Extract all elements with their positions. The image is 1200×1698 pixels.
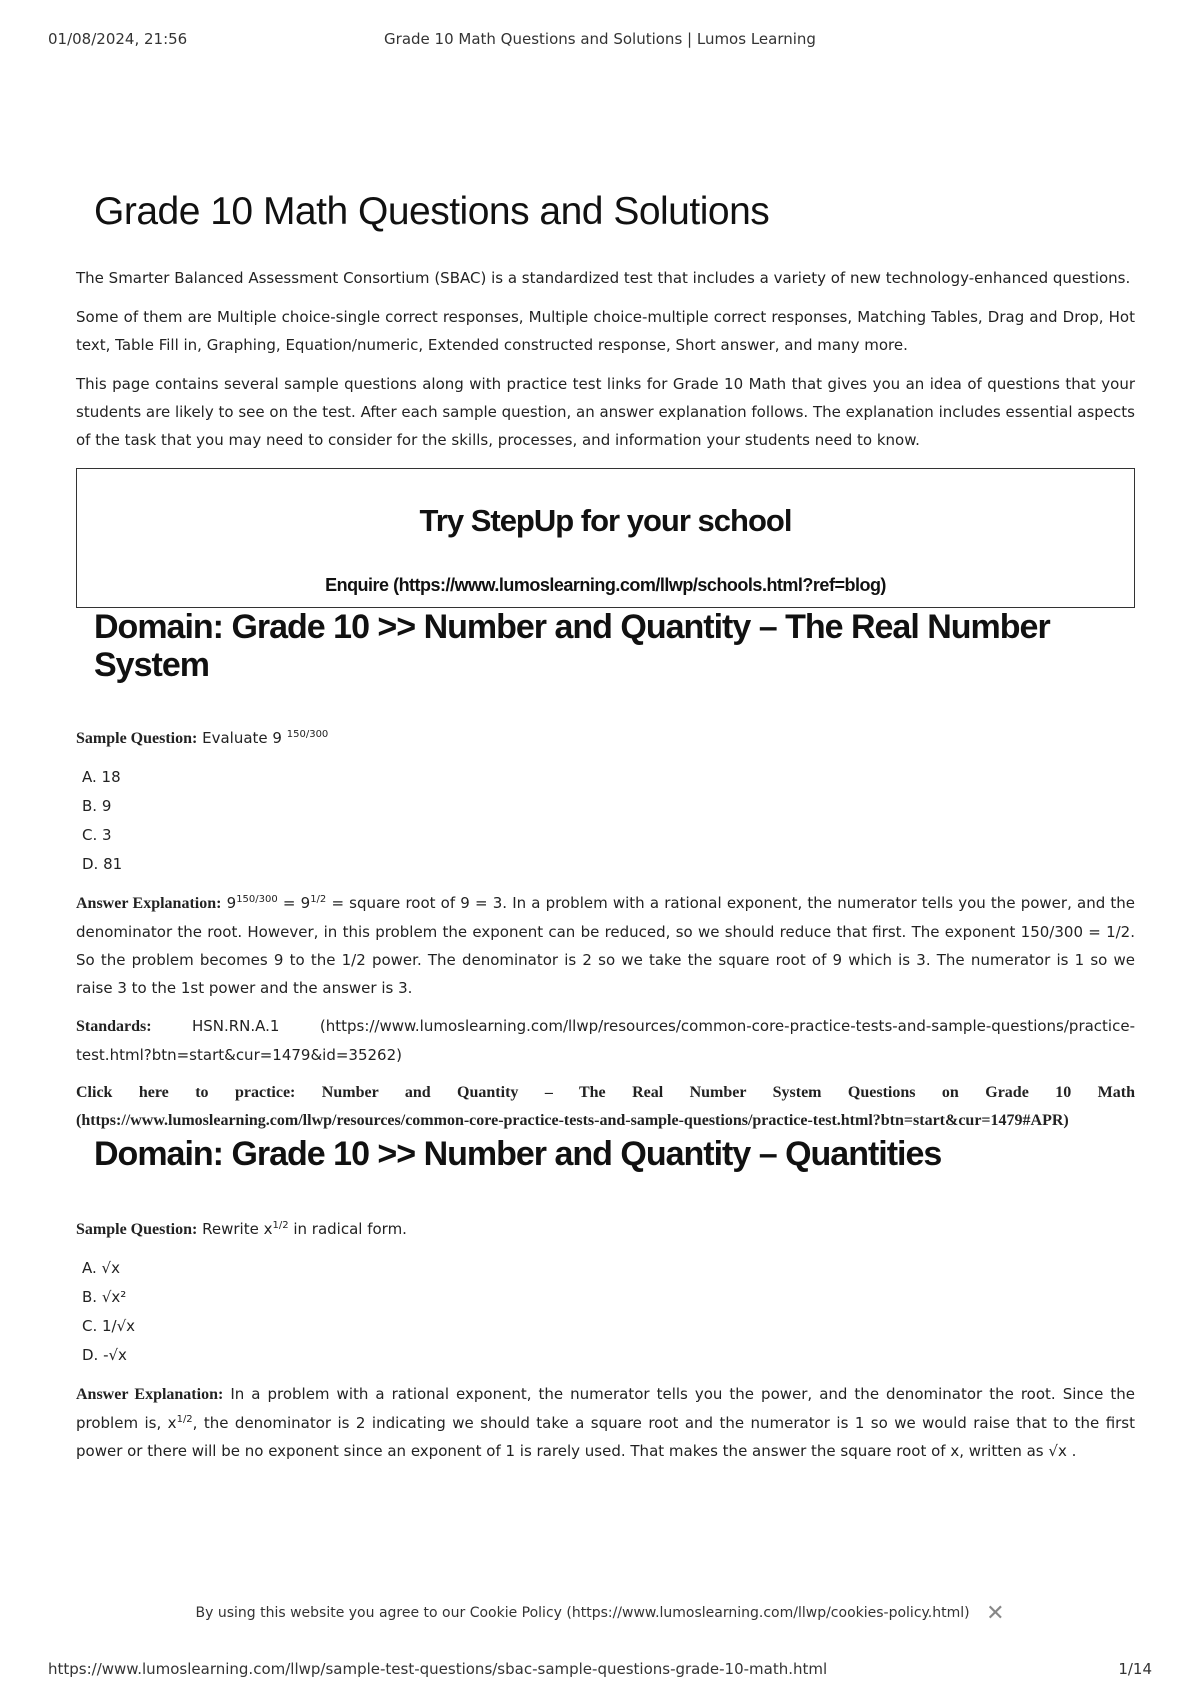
- main-content: [76, 190, 1135, 1465]
- answer-text: In a problem with a rational exponent, the numerator tells you the power, and the denominator the root. Since the problem is, x: [76, 1385, 1135, 1432]
- option-item: D. 81: [82, 855, 123, 873]
- option-item: D. -√x: [82, 1346, 127, 1364]
- option-item: A. √x: [82, 1259, 120, 1277]
- answer-explanation: [76, 1380, 1135, 1465]
- answer-text: = square root of 9 = 3. In a problem with a rational exponent, the numerator tells you the power, and the denominator the root. However, in this problem the exponent can be reduced, so we should reduce that first. The exponent 150/300 = 1/2. So the problem becomes 9 to the 1/2 power. The denominator is 2 so we take the square root of 9 which is 3. The numerator is 1 so we raise 3 to the 1st power and the answer is 3.: [76, 894, 1135, 997]
- standards-link[interactable]: HSN.RN.A.1 (https://www.lumoslearning.com/llwp/resources/common-core-practice-tests-and-sample-questions/practice-test.html?btn=start&cur=1479&id=35262): [76, 1017, 1135, 1064]
- answer-equals: = 9: [282, 894, 311, 912]
- option-item: B. √x²: [82, 1288, 127, 1306]
- print-url: https://www.lumoslearning.com/llwp/sample-test-questions/sbac-sample-questions-grade-10-math.html: [48, 1660, 828, 1678]
- question-text: Evaluate 9: [202, 729, 282, 747]
- intro-paragraph: This page contains several sample questions along with practice test links for Grade 10 Math that gives you an idea of questions that your students are likely to see on the test. After each sample question, an answer explanation follows. The explanation includes essential aspects of the task that you may need to consider for the skills, processes, and information your students need to know.: [76, 375, 1135, 449]
- sample-question: [76, 1215, 1135, 1244]
- page-number: 1/14: [1118, 1660, 1152, 1678]
- question-text-end: in radical form.: [293, 1220, 407, 1238]
- section-title-real-number-system: Domain: Grade 10 >> Number and Quantity – The Real Number System: [94, 608, 1050, 684]
- stepup-banner: [76, 468, 1135, 608]
- cookie-banner: [0, 1601, 1200, 1626]
- standards: [76, 1012, 1135, 1069]
- answer-options: [76, 1254, 1135, 1370]
- page-title: Grade 10 Math Questions and Solutions: [94, 190, 770, 233]
- option-item: A. 18: [82, 768, 121, 786]
- question-exponent: 150/300: [286, 729, 329, 740]
- intro: [76, 264, 1135, 454]
- question-exponent: 1/2: [272, 1220, 289, 1231]
- intro-paragraph: The Smarter Balanced Assessment Consortium (SBAC) is a standardized test that includes a variety of new technology-enhanced questions.: [76, 269, 1131, 287]
- question-text: Rewrite x: [202, 1220, 273, 1238]
- practice-link[interactable]: Click here to practice: Number and Quantity – The Real Number System Questions on Grade 10 Math (https://www.lumoslearning.com/llwp/resources/common-core-practice-tests-and-sample-questions/practice-test.html?btn=start&cur=1479#APR): [76, 1084, 1135, 1129]
- question-label: Sample Question:: [76, 730, 198, 747]
- close-icon[interactable]: ✕: [986, 1601, 1005, 1626]
- answer-options: [76, 763, 1135, 879]
- intro-paragraph: Some of them are Multiple choice-single correct responses, Multiple choice-multiple correct responses, Matching Tables, Drag and Drop, Hot text, Table Fill in, Graphing, Equation/numeric, Extended constructed response, Short answer, and many more.: [76, 308, 1135, 354]
- answer-label: Answer Explanation:: [76, 1386, 224, 1403]
- print-date: 01/08/2024, 21:56: [48, 30, 188, 48]
- standards-label: Standards:: [76, 1018, 152, 1035]
- answer-exponent: 150/300: [236, 894, 278, 905]
- stepup-title: Try StepUp for your school: [419, 503, 792, 538]
- cookie-text[interactable]: By using this website you agree to our Cookie Policy (https://www.lumoslearning.com/llwp/cookies-policy.html): [195, 1605, 970, 1621]
- option-item: C. 1/√x: [82, 1317, 136, 1335]
- sample-question: [76, 724, 1135, 753]
- answer-exponent: 1/2: [176, 1414, 193, 1425]
- question-label: Sample Question:: [76, 1221, 198, 1238]
- answer-exponent: 1/2: [310, 894, 327, 905]
- option-item: C. 3: [82, 826, 112, 844]
- enquire-link[interactable]: Enquire (https://www.lumoslearning.com/llwp/schools.html?ref=blog): [325, 575, 886, 595]
- print-page-title: Grade 10 Math Questions and Solutions | Lumos Learning: [384, 30, 816, 48]
- option-item: B. 9: [82, 797, 112, 815]
- answer-explanation: [76, 889, 1135, 1002]
- answer-base: 9: [226, 894, 237, 912]
- section-title-quantities: Domain: Grade 10 >> Number and Quantity – Quantities: [94, 1135, 942, 1173]
- answer-text-end: , the denominator is 2 indicating we should take a square root and the numerator is 1 so we would raise that to the first power or there will be no exponent since an exponent of 1 is rarely used. That makes the answer the square root of x, written as √x .: [76, 1414, 1136, 1460]
- answer-label: Answer Explanation:: [76, 895, 222, 912]
